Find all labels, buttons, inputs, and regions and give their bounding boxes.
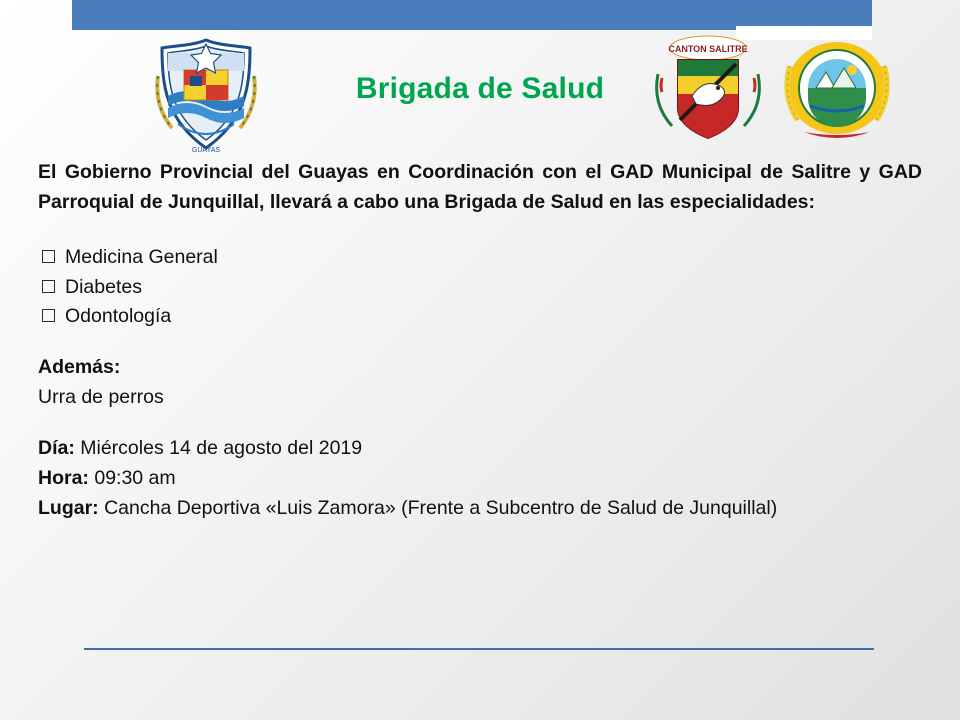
guayas-coat-of-arms-icon (150, 36, 262, 154)
list-item (38, 302, 922, 331)
svg-text:GUAYAS: GUAYAS (191, 147, 221, 154)
detail-dia-label: Día: (38, 437, 81, 460)
detail-dia (38, 434, 922, 464)
bottom-divider (84, 648, 874, 650)
list-item (38, 243, 922, 272)
list-item (38, 273, 922, 302)
list-item-label: Odontología (65, 304, 172, 327)
detail-lugar-value: Cancha Deportiva «Luis Zamora» (Frente a Subcentro de Salud de Junquillal) (104, 496, 778, 519)
list-item-label: Medicina General (65, 246, 218, 269)
extra-text: Urra de perros (38, 385, 164, 408)
checkbox-bullet-icon (42, 250, 55, 263)
specialties-list (38, 243, 922, 331)
page-title: Brigada de Salud (355, 72, 605, 105)
detail-hora-value: 09:30 am (94, 466, 176, 489)
detail-dia-value: Miércoles 14 de agosto del 2019 (80, 437, 363, 460)
detail-lugar-label: Lugar: (38, 496, 105, 519)
canton-salitre-coat-of-arms-icon (648, 34, 768, 144)
detail-lugar (38, 494, 922, 524)
intro-paragraph: El Gobierno Provincial del Guayas en Coordinación con el GAD Municipal de Salitre y GAD Parroquial de Junquillal, llevará a cabo una Brigada de Salud en las especialidades: (38, 161, 922, 213)
slide-body (38, 158, 922, 523)
spacer (38, 412, 922, 434)
junquillal-parish-emblem-icon (778, 36, 896, 144)
checkbox-bullet-icon (42, 309, 55, 322)
detail-hora (38, 464, 922, 494)
spacer (38, 331, 922, 353)
detail-hora-label: Hora: (38, 466, 95, 489)
extra-label: Además: (38, 356, 121, 378)
spacer (38, 217, 922, 243)
list-item-label: Diabetes (65, 275, 142, 298)
extra-heading (38, 353, 922, 383)
svg-text:CANTON SALITRE: CANTON SALITRE (668, 44, 748, 54)
checkbox-bullet-icon (42, 280, 55, 293)
